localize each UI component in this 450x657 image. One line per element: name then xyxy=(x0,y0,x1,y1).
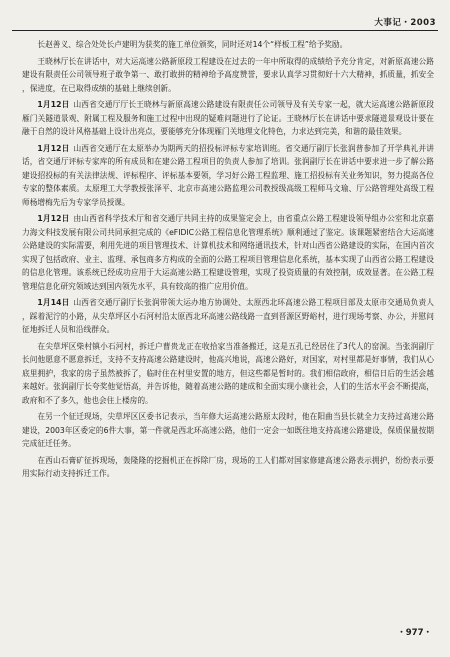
paragraph-text: 王晓林厅长在讲话中，对大运高速公路新原段工程建设在过去的一年中所取得的成绩给予充分肯定，对新原高速公路建设有限责任公司领导班子敢争第一、敢打敢拼的精神给予高度赞誉，要求认真学习贯彻好十六大精神，抓质量，抓安全，保进度，在已取得成绩的基础上继续创新。 xyxy=(22,56,434,93)
paragraph-text: 在西山石膏矿征拆现场，轰隆隆的挖掘机正在拆除厂房，现场的工人们都对国家修建高速公路表示拥护，纷纷表示要用实际行动支持拆迁工作。 xyxy=(22,455,434,478)
article-body xyxy=(22,38,434,484)
entry-date: 1月12日 xyxy=(37,143,70,153)
page-number: ・977・ xyxy=(397,628,432,638)
paragraph xyxy=(22,410,434,451)
paragraph-text: 在尖草坪区柴村镇小石河村，拆迁户曹贵龙正在收拾家当准备搬迁，这是五孔已经居住了3代人的窑洞。当张润副厅长问他愿意不愿意拆迁，支持不支持高速公路建设时，他高兴地说，高速公路好，对国家，对村里都是好事情，我们从心底里拥护，我家的房子虽然被拆了，临时住在村里安置的地方，但这些都是暂时的。我们相信政府，相信日后的生活会越来越好。张润副厅长夸奖他觉悟高，并告诉他，随着高速公路的建成和全面实现小康社会，人们的生活水平会不断提高，政府和不了多久，他也会住上楼房的。 xyxy=(22,341,434,405)
dated-entry xyxy=(22,212,434,293)
entry-text: 山西省交通厅厅长王晓林与新原高速公路建设有限责任公司领导及有关专家一起，就大运高速公路新原段雁门关隧道景观、附属工程及服务和施工过程中出现的疑难问题进行了论证。王晓林厅长在讲话中要求隧道景观设计要在融于自然的设计风格基础上设计出亮点，要能够充分体现雁门关地理文化特色，力求达到完美，和谐的最佳效果。 xyxy=(22,100,434,136)
paragraph xyxy=(22,38,434,52)
entry-text: 山西省交通厅副厅长张润带领大运办地方协调处、太原西北环高速公路工程项目部及太原市交通局负责人，踩着泥泞的小路，从尖草坪区小石河村沿太原西北环高速公路线路一直到晋源区野峪村，进行现场考察、办公，并慰问征地拆迁人员和沿线群众。 xyxy=(22,298,434,334)
entry-date: 1月14日 xyxy=(37,298,70,307)
dated-entry xyxy=(22,296,434,337)
paragraph xyxy=(22,340,434,408)
entry-text: 由山西省科学技术厅和省交通厅共同主持的成果鉴定会上，由省重点公路工程建设领导组办公室和北京嘉力海文科技发展有限公司共同承担完成的《eFIDIC公路工程信息化管理系统》顺利通过了鉴定。该课题紧密结合大运高速公路建设的实际需要，利用先进的项目管理技术、计算机技术和网络通讯技术，针对山西省公路建设的实际，在国内首次实现了包括政府、业主、监理、承包商多方构成的全面的公路工程项目管理信息化系统，基本实现了山西省公路工程建设的信息化管理。该系统已经成功应用于大运高速公路工程建设管理，实现了投资质量的有效控制，成效显著。在公路工程管理信息化研究领域达到国内领先水平，具有较高的推广应用价值。 xyxy=(22,214,434,291)
paragraph-text: 长赵善义、综合处处长卢建明为获奖的施工单位颁奖，同时还对14个“样板工程”给予奖励。 xyxy=(37,40,348,49)
dated-entry xyxy=(22,142,434,210)
paragraph xyxy=(22,55,434,96)
dated-entry xyxy=(22,98,434,139)
running-header: 大事记・2003 xyxy=(374,18,436,28)
entry-text: 山西省交通厅在太原举办为期两天的招投标评标专家培训班。省交通厅副厅长张润普参加了开学典礼并讲话，省交通厅评标专家库的所有成员和在建公路工程项目的负责人参加了培训。张润副厅长在讲话中要求进一步了解公路建设招投标的有关法律法规、评标程序、评标基本要领，学习好公路工程监理、施工招投标有关业务知识，努力提高各位专家的整体素质。太原理工大学教授张泽平、北京市高速公路监理公司教授级高级工程师马文瑜、厅公路管理处高级工程师杨增梅先后为专家学员授课。 xyxy=(22,143,434,207)
header-rule xyxy=(12,30,438,31)
entry-date: 1月12日 xyxy=(37,100,70,109)
entry-date: 1月12日 xyxy=(37,214,70,223)
paragraph xyxy=(22,454,434,481)
paragraph-text: 在另一个征迁现场，尖草坪区区委书记表示，当年修大运高速公路原太段时，他在阳曲当县长就全力支持过高速公路建设，2003年区委定的6件大事，第一件就是西北环高速公路，他们一定会一如既往地支持高速公路建设，保质保量按期完成征迁任务。 xyxy=(22,412,434,448)
